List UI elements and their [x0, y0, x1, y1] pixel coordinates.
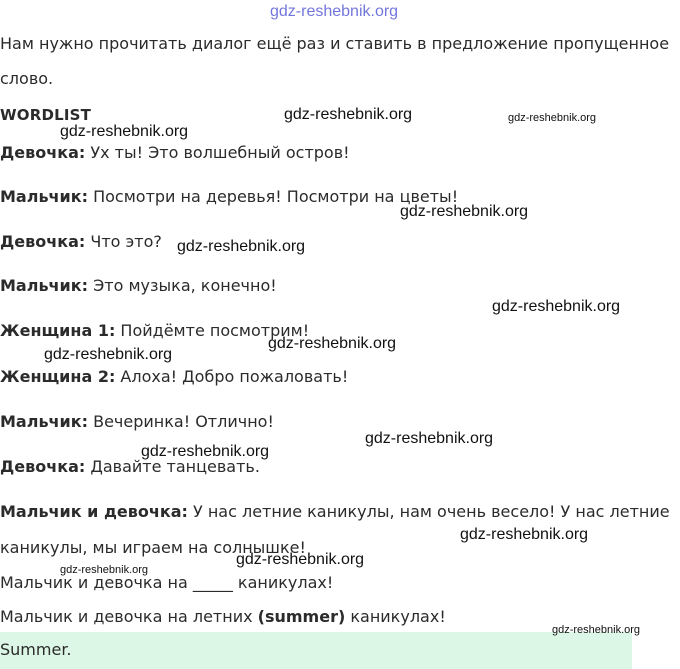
speaker-name: Мальчик и девочка: — [0, 502, 188, 521]
dialogue-text: Давайте танцевать. — [85, 457, 260, 476]
dialogue-text: Алоха! Добро пожаловать! — [115, 367, 349, 386]
dialogue-text: Что это? — [85, 232, 162, 251]
dialogue-line — [0, 412, 274, 432]
answer-sentence-start: Мальчик и девочка на летних — [0, 607, 258, 626]
watermark: gdz-reshebnik.org — [60, 564, 149, 576]
answer-sentence — [0, 607, 446, 627]
speaker-name: Женщина 2: — [0, 367, 116, 386]
dialogue-continuation: каникулы, мы играем на солнышке! — [0, 538, 306, 557]
watermark: gdz-reshebnik.org — [141, 443, 270, 460]
dialogue-line — [0, 367, 348, 387]
watermark: gdz-reshebnik.org — [44, 346, 173, 363]
dialogue-text: Посмотри на деревья! Посмотри на цветы! — [88, 187, 459, 206]
intro-line-1: Нам нужно прочитать диалог ещё раз и ставить в предложение пропущенное — [0, 34, 670, 53]
watermark-top: gdz-reshebnik.org — [270, 3, 399, 20]
dialogue-line — [0, 143, 350, 163]
watermark: gdz-reshebnik.org — [508, 112, 597, 124]
task-sentence: Мальчик и девочка на _____ каникулах! — [0, 573, 334, 592]
wordlist-heading: WORDLIST — [0, 106, 92, 124]
watermark: gdz-reshebnik.org — [552, 624, 641, 636]
dialogue-text: Это музыка, конечно! — [88, 276, 277, 295]
watermark: gdz-reshebnik.org — [400, 203, 529, 220]
speaker-name: Девочка: — [0, 143, 86, 162]
dialogue-text: Пойдёмте посмотрим! — [115, 321, 310, 340]
watermark: gdz-reshebnik.org — [365, 430, 494, 447]
answer-sentence-keyword: (summer) — [257, 607, 346, 626]
speaker-name: Девочка: — [0, 457, 86, 476]
dialogue-text: У нас летние каникулы, нам очень весело! У нас летние — [187, 502, 670, 521]
dialogue-line — [0, 502, 670, 522]
dialogue-text: Ух ты! Это волшебный остров! — [85, 143, 350, 162]
speaker-name: Мальчик: — [0, 412, 89, 431]
dialogue-line — [0, 232, 162, 252]
speaker-name: Женщина 1: — [0, 321, 116, 340]
speaker-name: Мальчик: — [0, 187, 89, 206]
dialogue-line — [0, 276, 277, 296]
answer-sentence-end: каникулах! — [345, 607, 446, 626]
speaker-name: Девочка: — [0, 232, 86, 251]
watermark: gdz-reshebnik.org — [284, 106, 413, 123]
watermark: gdz-reshebnik.org — [492, 298, 621, 315]
watermark: gdz-reshebnik.org — [236, 551, 365, 568]
dialogue-text: Вечеринка! Отлично! — [88, 412, 274, 431]
watermark: gdz-reshebnik.org — [60, 123, 189, 140]
dialogue-line — [0, 187, 458, 207]
watermark: gdz-reshebnik.org — [177, 238, 306, 255]
answer-box — [0, 632, 632, 669]
watermark: gdz-reshebnik.org — [268, 335, 397, 352]
answer-text: Summer. — [0, 640, 72, 659]
intro-line-2: слово. — [0, 69, 54, 88]
dialogue-line — [0, 321, 309, 341]
watermark: gdz-reshebnik.org — [460, 526, 589, 543]
speaker-name: Мальчик: — [0, 276, 89, 295]
